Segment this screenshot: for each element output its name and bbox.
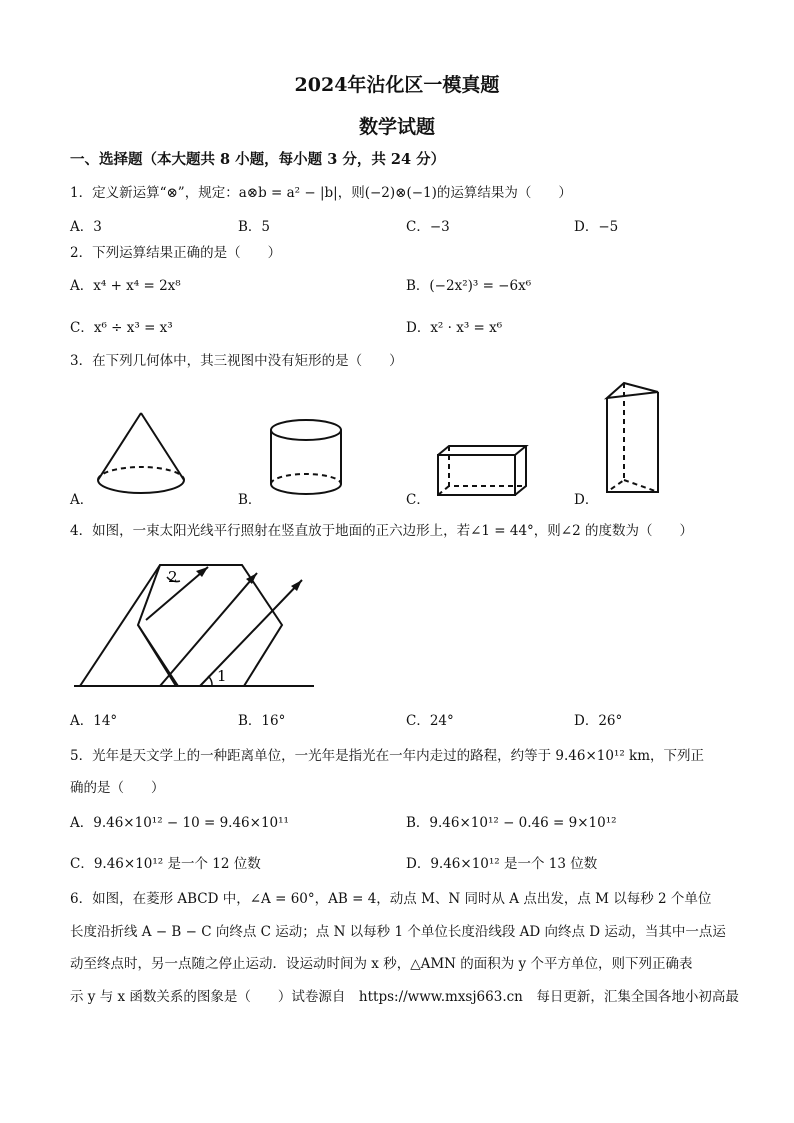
q4-option-d: D．26° — [574, 713, 623, 729]
section-heading: 一、选择题（本大题共 8 小题，每小题 3 分，共 24 分） — [70, 151, 446, 168]
q2-option-b: B．(−2x²)³ = −6x⁶ — [406, 278, 532, 294]
page-title: 2024年沾化区一模真题 — [294, 74, 500, 96]
q3-stem: 3．在下列几何体中，其三视图中没有矩形的是（ ） — [70, 353, 403, 369]
angle-1-label: 1 — [217, 667, 227, 685]
q6-line2: 长度沿折线 A − B − C 向终点 C 运动；点 N 以每秒 1 个单位长度沿线段 AD 向终点 D 运动，当其中一点运 — [70, 924, 726, 940]
q5-option-c: C．9.46×10¹² 是一个 12 位数 — [70, 856, 261, 872]
q6-line3: 动至终点时，另一点随之停止运动．设运动时间为 x 秒，△AMN 的面积为 y 个平方单位，则下列正确表 — [70, 956, 693, 972]
q2-option-a: A．x⁴ + x⁴ = 2x⁸ — [70, 278, 181, 294]
q6-line1: 6．如图，在菱形 ABCD 中，∠A = 60°，AB = 4，动点 M、N 同时从 A 点出发，点 M 以每秒 2 个单位 — [70, 891, 712, 907]
q4-stem: 4．如图，一束太阳光线平行照射在竖直放于地面的正六边形上，若∠1 = 44°，则∠2 的度数为（ ） — [70, 523, 694, 539]
q2-option-d: D．x² · x³ = x⁶ — [406, 320, 503, 336]
hexagon-sunlight-figure — [72, 555, 322, 695]
q5-option-d: D．9.46×10¹² 是一个 13 位数 — [406, 856, 598, 872]
q4-option-c: C．24° — [406, 713, 454, 729]
page-subtitle: 数学试题 — [358, 116, 435, 138]
angle-2-label: 2 — [168, 568, 178, 586]
q3-option-b: B． — [238, 492, 262, 508]
q5-option-a: A．9.46×10¹² − 10 = 9.46×10¹¹ — [70, 815, 289, 831]
q5-stem-line1: 5．光年是天文学上的一种距离单位，一光年是指光在一年内走过的路程，约等于 9.46×10¹² km，下列正 — [70, 748, 705, 764]
cone-figure — [95, 410, 190, 500]
q3-option-a: A． — [70, 492, 94, 508]
q4-option-a: A．14° — [70, 713, 118, 729]
q3-option-d: D． — [574, 492, 599, 508]
q2-option-c: C．x⁶ ÷ x³ = x³ — [70, 320, 173, 336]
q5-option-b: B．9.46×10¹² − 0.46 = 9×10¹² — [406, 815, 617, 831]
q6-line4: 示 y 与 x 函数关系的图象是（ ）试卷源自 https://www.mxsj663.cn 每日更新，汇集全国各地小初高最 — [70, 989, 739, 1005]
q5-stem-line2: 确的是（ ） — [70, 780, 165, 796]
q2-stem: 2．下列运算结果正确的是（ ） — [70, 245, 282, 261]
cylinder-figure — [268, 418, 348, 500]
q4-option-b: B．16° — [238, 713, 286, 729]
q1-option-c: C．−3 — [406, 219, 450, 235]
q3-option-c: C． — [406, 492, 430, 508]
prism-figure — [604, 380, 664, 498]
cuboid-figure — [435, 443, 530, 498]
q1-option-a: A．3 — [70, 219, 102, 235]
q1-stem: 1．定义新运算“⊗”，规定：a⊗b = a² − |b|，则(−2)⊗(−1)的运算结果为（ ） — [70, 185, 572, 201]
q1-option-d: D．−5 — [574, 219, 619, 235]
q1-option-b: B．5 — [238, 219, 271, 235]
